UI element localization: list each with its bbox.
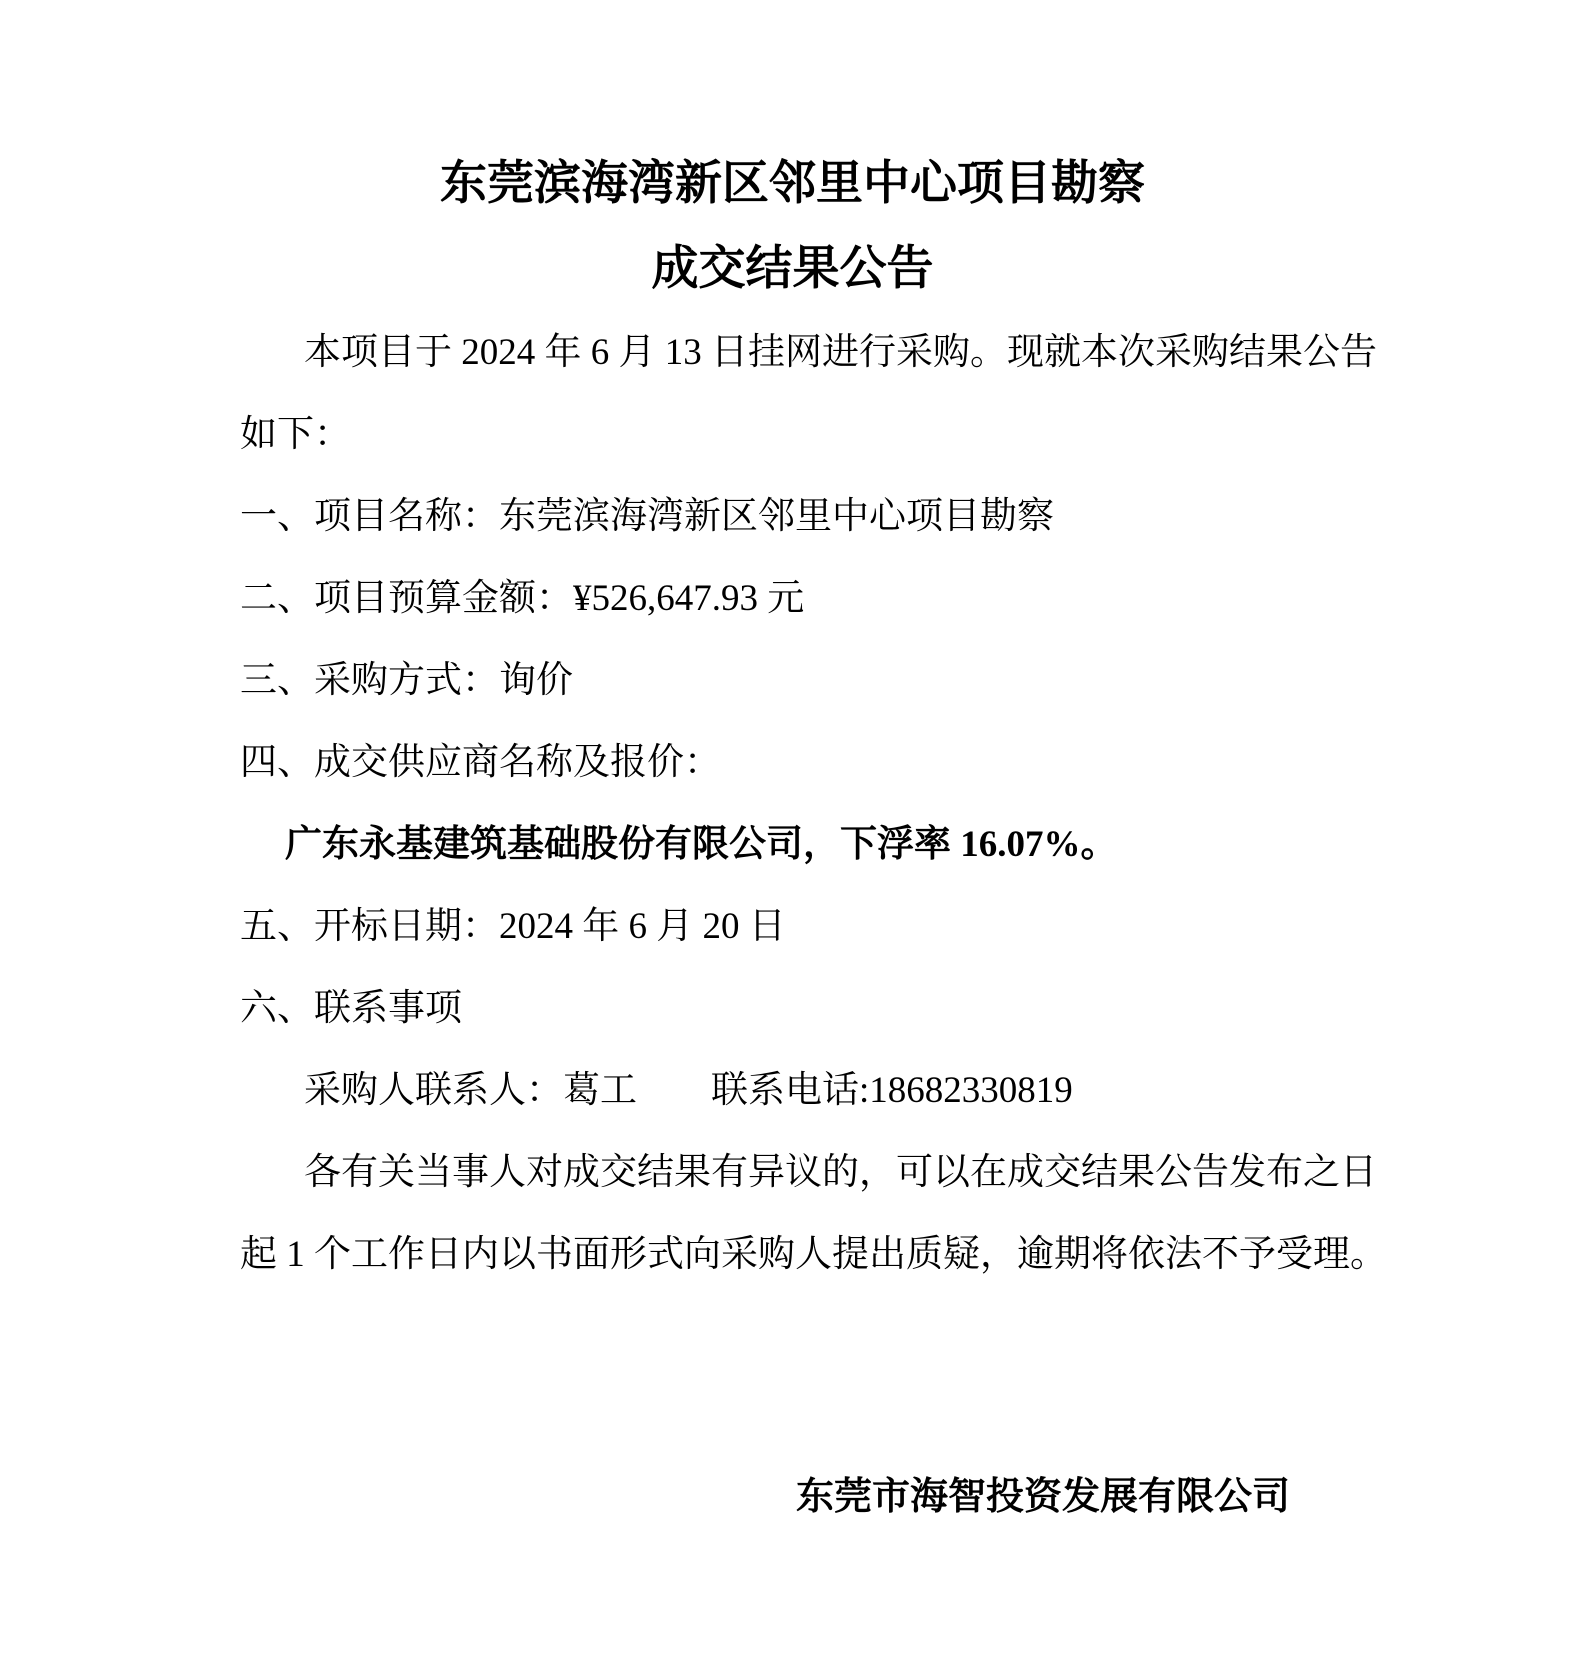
intro-line-1: 本项目于 2024 年 6 月 13 日挂网进行采购。现就本次采购结果公告 xyxy=(304,332,1377,373)
objection-line-2: 起 1 个工作日内以书面形式向采购人提出质疑，逾期将依法不予受理。 xyxy=(240,1234,1387,1275)
item-bid-opening-date: 五、开标日期：2024 年 6 月 20 日 xyxy=(240,906,786,947)
intro-line-2: 如下： xyxy=(240,414,351,455)
supplier-result-line: 广东永基建筑基础股份有限公司，下浮率 16.07%。 xyxy=(285,824,1118,865)
item-contact-heading: 六、联系事项 xyxy=(240,988,462,1029)
title-line-1: 东莞滨海湾新区邻里中心项目勘察 xyxy=(440,158,1145,210)
item-budget-amount: 二、项目预算金额：¥526,647.93 元 xyxy=(240,578,805,619)
title-line-2: 成交结果公告 xyxy=(651,243,934,295)
objection-line-1: 各有关当事人对成交结果有异议的，可以在成交结果公告发布之日 xyxy=(304,1152,1377,1193)
issuer-signature: 东莞市海智投资发展有限公司 xyxy=(795,1476,1290,1518)
contact-info-line: 采购人联系人：葛工 联系电话:18682330819 xyxy=(304,1070,1073,1111)
item-supplier-heading: 四、成交供应商名称及报价： xyxy=(240,742,721,783)
document-content xyxy=(0,142,1587,1538)
document-title xyxy=(240,142,1345,312)
item-project-name: 一、项目名称：东莞滨海湾新区邻里中心项目勘察 xyxy=(240,496,1054,537)
item-procurement-method: 三、采购方式：询价 xyxy=(240,660,573,701)
